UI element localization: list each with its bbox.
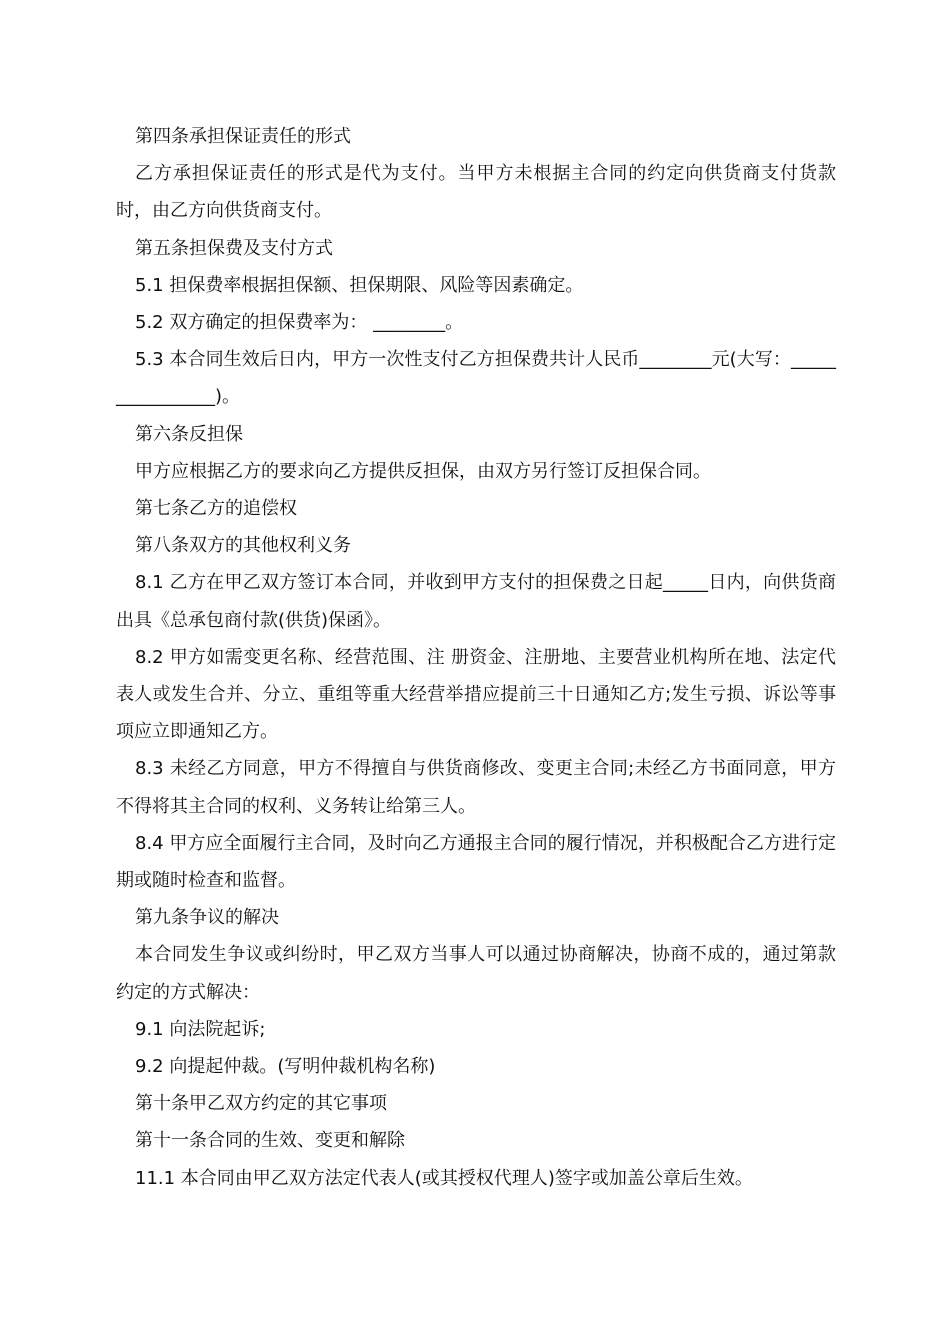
- article-11-heading: 第十一条合同的生效、变更和解除: [135, 1130, 405, 1152]
- article-4-body: 乙方承担保证责任的形式是代为支付。当甲方未根据主合同的约定向供货商支付货款时，由乙方向供货商支付。: [116, 163, 836, 222]
- clause-9-2: 9.2 向提起仲裁。(写明仲裁机构名称): [135, 1056, 436, 1078]
- contract-body: [116, 118, 836, 1197]
- article-8-heading: 第八条双方的其他权利义务: [135, 535, 351, 557]
- article-7-heading: 第七条乙方的追偿权: [135, 498, 297, 520]
- article-5-heading: 第五条担保费及支付方式: [135, 237, 333, 259]
- article-6-body: 甲方应根据乙方的要求向乙方提供反担保，由双方另行签订反担保合同。: [135, 460, 711, 482]
- clause-8-1: 8.1 乙方在甲乙双方签订本合同，并收到甲方支付的担保费之日起_____日内，向供货商出具《总承包商付款(供货)保函》。: [116, 572, 836, 631]
- clause-5-2: 5.2 双方确定的担保费率为： ________。: [135, 312, 464, 334]
- article-9-body: 本合同发生争议或纠纷时，甲乙双方当事人可以通过协商解决，协商不成的，通过第款约定的方式解决：: [116, 944, 836, 1003]
- article-6-heading: 第六条反担保: [135, 423, 243, 445]
- clause-8-2: 8.2 甲方如需变更名称、经营范围、注 册资金、注册地、主要营业机构所在地、法定代表人或发生合并、分立、重组等重大经营举措应提前三十日通知乙方;发生亏损、诉讼等事项应立即通知乙方。: [116, 646, 836, 743]
- article-9-heading: 第九条争议的解决: [135, 907, 279, 929]
- clause-5-1: 5.1 担保费率根据担保额、担保期限、风险等因素确定。: [135, 274, 584, 296]
- clause-9-1: 9.1 向法院起诉;: [135, 1018, 266, 1040]
- clause-8-3: 8.3 未经乙方同意，甲方不得擅自与供货商修改、变更主合同;未经乙方书面同意，甲方不得将其主合同的权利、义务转让给第三人。: [116, 758, 836, 817]
- article-10-heading: 第十条甲乙双方约定的其它事项: [135, 1093, 387, 1115]
- clause-8-4: 8.4 甲方应全面履行主合同，及时向乙方通报主合同的履行情况，并积极配合乙方进行定期或随时检查和监督。: [116, 832, 836, 892]
- clause-5-3: 5.3 本合同生效后日内，甲方一次性支付乙方担保费共计人民币________元(大写：________________)。: [116, 349, 836, 408]
- clause-11-1: 11.1 本合同由甲乙双方法定代表人(或其授权代理人)签字或加盖公章后生效。: [135, 1167, 753, 1189]
- article-4-heading: 第四条承担保证责任的形式: [135, 126, 351, 147]
